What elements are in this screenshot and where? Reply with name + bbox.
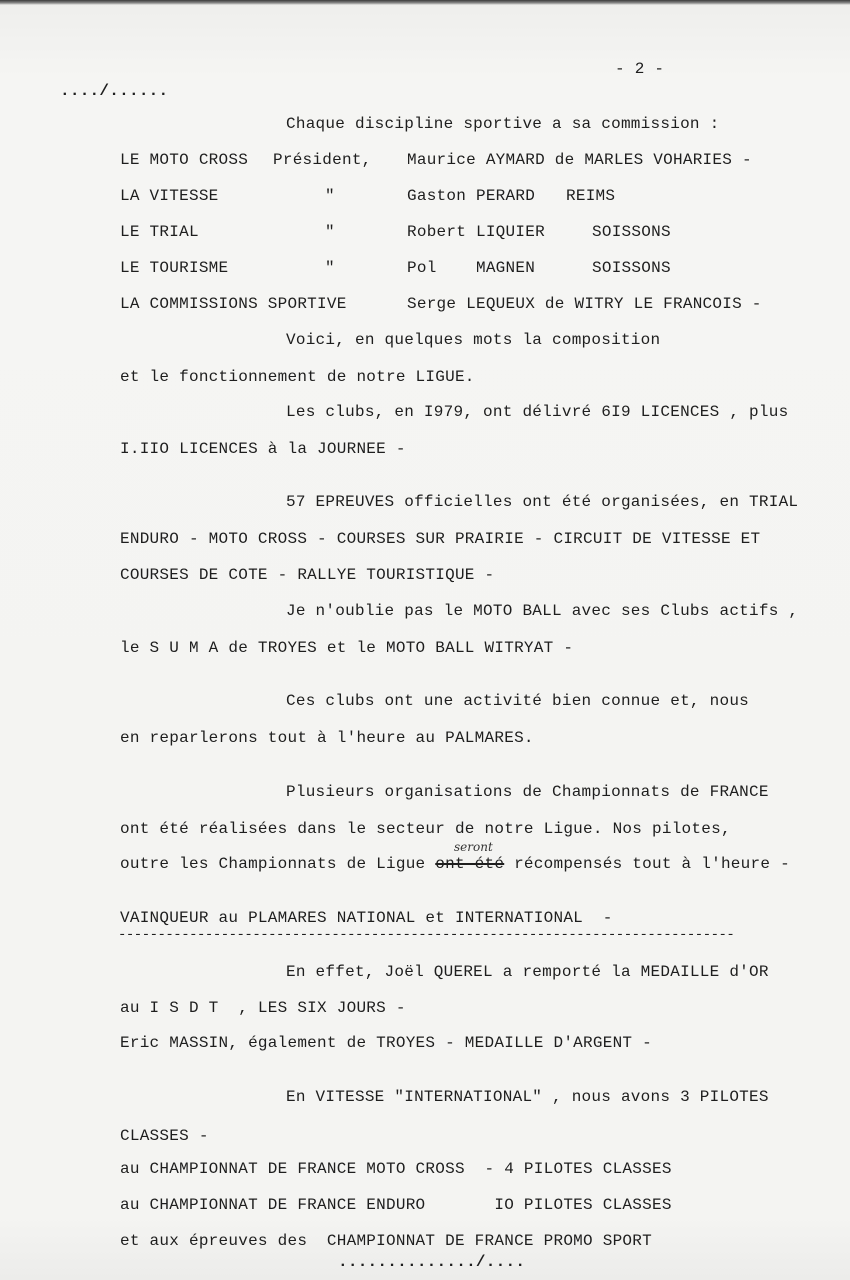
- continued-footer: ............../....: [338, 1253, 526, 1271]
- commission-name: Gaston PERARD: [407, 187, 536, 205]
- commission-role: ": [325, 187, 335, 205]
- page-number: - 2 -: [615, 60, 665, 78]
- text-line: le S U M A de TROYES et le MOTO BALL WITRYAT -: [120, 639, 574, 657]
- commission-name: Serge LEQUEUX de WITRY LE FRANCOIS -: [407, 295, 762, 313]
- text-line: Plusieurs organisations de Championnats de FRANCE: [286, 783, 769, 801]
- text-segment: récompensés tout à l'heure -: [504, 855, 790, 873]
- commission-intro: Chaque discipline sportive a sa commission :: [286, 115, 720, 133]
- commission-city: REIMS: [566, 187, 616, 205]
- continued-mark: ..../......: [60, 82, 169, 100]
- text-line-with-correction: [120, 855, 790, 873]
- text-line: et aux épreuves des CHAMPIONNAT DE FRANCE PROMO SPORT: [120, 1232, 652, 1250]
- commission-name: Pol MAGNEN: [407, 259, 536, 277]
- commission-discipline: LA COMMISSIONS SPORTIVE: [120, 295, 347, 313]
- commission-city: SOISSONS: [592, 259, 671, 277]
- commission-discipline: LE MOTO CROSS: [120, 151, 249, 169]
- text-line: En VITESSE "INTERNATIONAL" , nous avons 3 PILOTES: [286, 1088, 769, 1106]
- commission-name: Maurice AYMARD de MARLES VOHARIES -: [407, 151, 752, 169]
- commission-discipline: LE TOURISME: [120, 259, 229, 277]
- text-line: en reparlerons tout à l'heure au PALMARES.: [120, 729, 534, 747]
- text-line: Voici, en quelques mots la composition: [286, 331, 661, 349]
- page-top-edge: [0, 0, 850, 5]
- text-line: au CHAMPIONNAT DE FRANCE MOTO CROSS - 4 PILOTES CLASSES: [120, 1160, 672, 1178]
- text-line: et le fonctionnement de notre LIGUE.: [120, 368, 475, 386]
- commission-role: ": [325, 223, 335, 241]
- text-line: ont été réalisées dans le secteur de notre Ligue. Nos pilotes,: [120, 820, 731, 838]
- text-line: I.IIO LICENCES à la JOURNEE -: [120, 440, 406, 458]
- text-line: Ces clubs ont une activité bien connue et, nous: [286, 692, 750, 710]
- text-line: En effet, Joël QUEREL a remporté la MEDAILLE d'OR: [286, 963, 769, 981]
- text-line: COURSES DE COTE - RALLYE TOURISTIQUE -: [120, 566, 495, 584]
- section-heading: VAINQUEUR au PLAMARES NATIONAL et INTERNATIONAL -: [120, 909, 613, 927]
- commission-city: SOISSONS: [592, 223, 671, 241]
- text-line: Je n'oublie pas le MOTO BALL avec ses Clubs actifs ,: [286, 602, 799, 620]
- commission-role: ": [325, 259, 335, 277]
- commission-role: Président,: [273, 151, 372, 169]
- text-line: 57 EPREUVES officielles ont été organisées, en TRIAL: [286, 493, 799, 511]
- commission-name: Robert LIQUIER: [407, 223, 545, 241]
- text-line: au I S D T , LES SIX JOURS -: [120, 999, 406, 1017]
- text-line: CLASSES -: [120, 1127, 209, 1145]
- text-line: ENDURO - MOTO CROSS - COURSES SUR PRAIRIE - CIRCUIT DE VITESSE ET: [120, 530, 761, 548]
- struck-text: ont été: [435, 855, 505, 873]
- heading-underline: ------------------------------------------------------------------------------: [118, 927, 735, 943]
- text-line: au CHAMPIONNAT DE FRANCE ENDURO IO PILOTES CLASSES: [120, 1196, 672, 1214]
- handwritten-correction: seront: [454, 840, 493, 854]
- text-line: Les clubs, en I979, ont délivré 6I9 LICENCES , plus: [286, 403, 789, 421]
- commission-discipline: LA VITESSE: [120, 187, 219, 205]
- text-segment: outre les Championnats de Ligue: [120, 855, 436, 873]
- commission-discipline: LE TRIAL: [120, 223, 199, 241]
- text-line: Eric MASSIN, également de TROYES - MEDAILLE D'ARGENT -: [120, 1034, 652, 1052]
